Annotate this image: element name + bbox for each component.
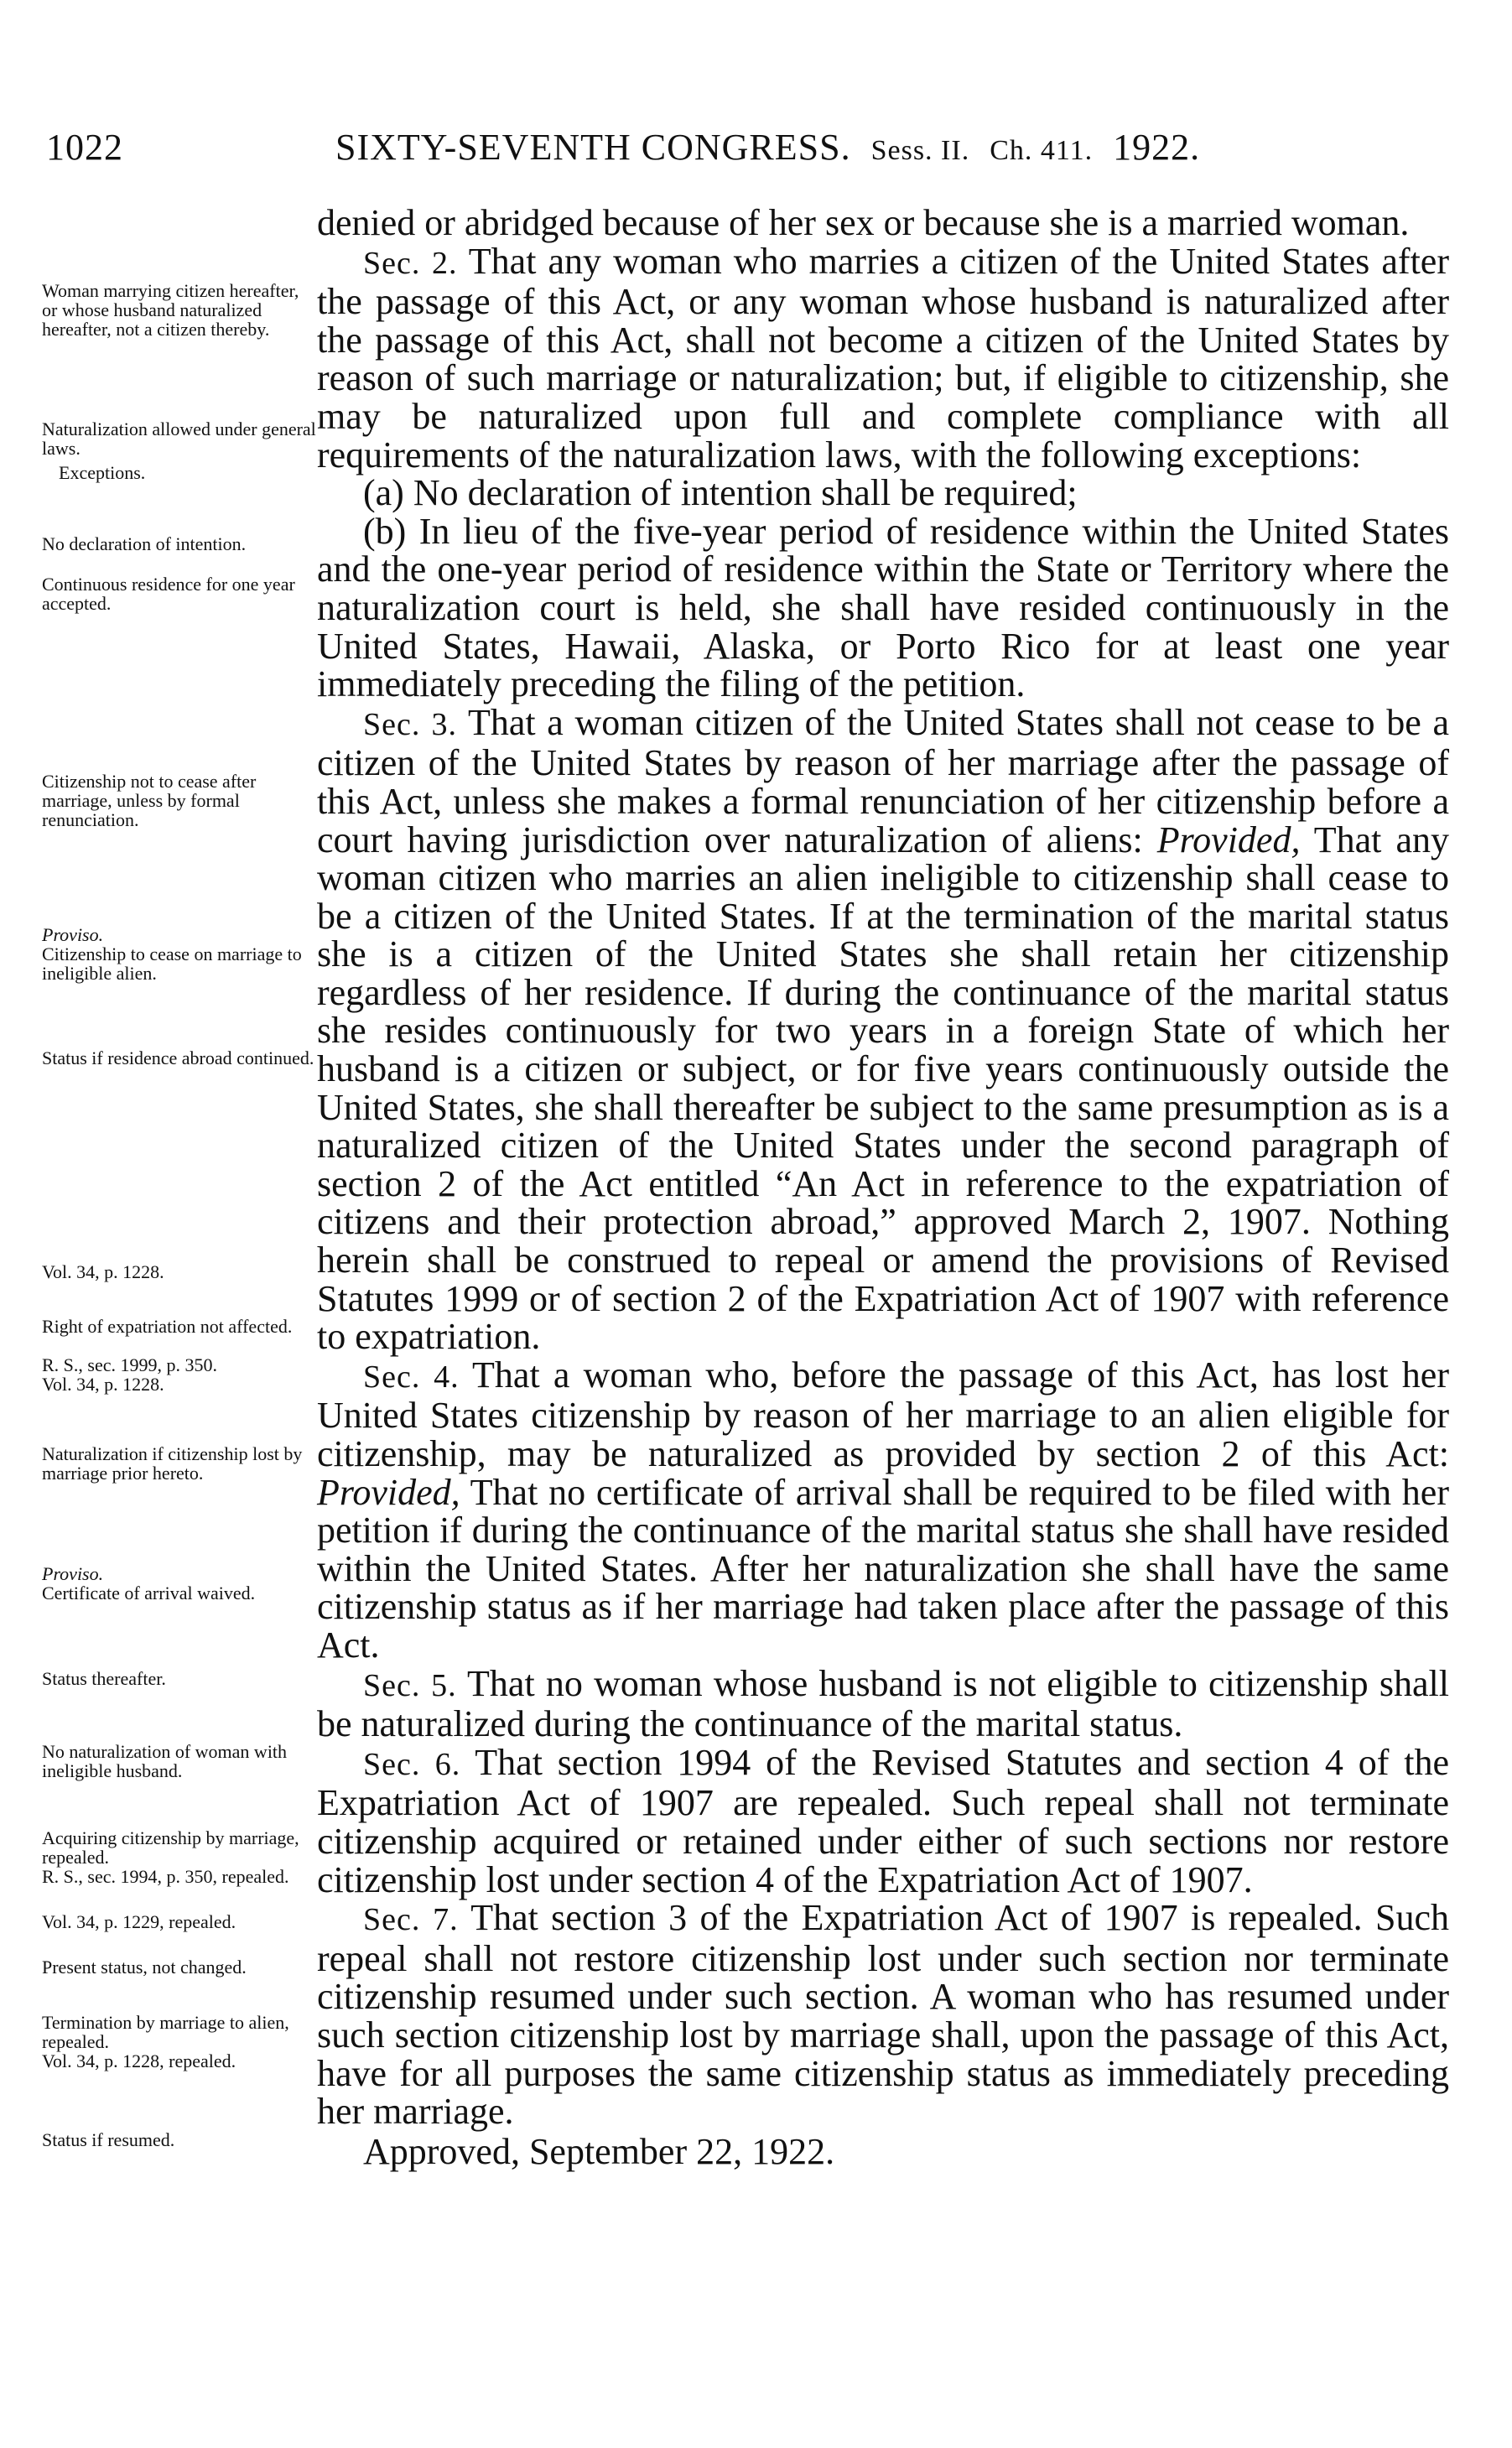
section-2-text: That any woman who marries a citizen of the United States after the passage of this Act, or any woman whose husband is naturalized after the passage of this Act, shall not become a citizen of the United States by reason of such marriage or naturalization; but, if eligible to citizenship, she may be naturalized upon full and complete compliance with all requirements of the naturalization laws, with the following exceptions: <box>317 240 1449 476</box>
section-4-text-b: That no certificate of arrival shall be required to be filed with her petition if during the continuance of the marital status she shall have resided within the United States. After her naturalization she shall have the same citizenship status as if her marriage had taken place after the passage of this Act. <box>317 1471 1449 1666</box>
section-3-label: Sec. 3. <box>363 706 458 742</box>
section-4 <box>317 1356 1449 1665</box>
margin-note-vol34-1228-c: Vol. 34, p. 1228, repealed. <box>42 2050 236 2071</box>
margin-note-certificate-waived: Certificate of arrival waived. <box>42 1583 256 1603</box>
margin-note-citizenship-cease: Citizenship to cease on marriage to ineligible alien. <box>42 943 302 984</box>
margin-note-right-of-expatriation: Right of expatriation not affected. <box>42 1316 293 1337</box>
year-label: 1922. <box>1113 127 1201 168</box>
section-4-text-a: That a woman who, before the passage of this Act, has lost her United States citizenship by reason of her marriage to an alien eligible for citizenship, may be naturalized as provided by section 2 of this Act: <box>317 1354 1449 1474</box>
proviso-label: Proviso. <box>42 1563 104 1584</box>
margin-note-acquiring-citizenship: Acquiring citizenship by marriage, repealed. <box>42 1827 299 1868</box>
margin-note-proviso-2 <box>42 1564 319 1603</box>
section-3 <box>317 701 1449 1358</box>
section-3-text-b: That any woman citizen who marries an alien ineligible to citizenship shall cease to be a citizen of the United States. If at the termination of the marital status she is a citizen of the United States she shall retain her citizenship regardless of her residence. If during the continuance of the marital status she resides continuously for two years in a foreign State of which her husband is a citizen or subject, or for five years continuously outside the United States, she shall thereafter be subject to the same presumption as is a naturalized citizen of the United States under the second paragraph of section 2 of the Act entitled “An Act in reference to the expatriation of citizens and their protection abroad,” approved March 2, 1907. Nothing herein shall be construed to repeal or amend the provisions of Revised Statutes 1999 or of section 2 of the Expatriation Act of 1907 with reference to expatriation. <box>317 819 1449 1358</box>
section-7 <box>317 1899 1449 2131</box>
margin-note-vol34-1229: Vol. 34, p. 1229, repealed. <box>42 1911 236 1932</box>
section-5 <box>317 1662 1449 1745</box>
margin-note-naturalization-allowed: Naturalization allowed under general laws. <box>42 418 316 459</box>
congress-title: SIXTY-SEVENTH CONGRESS. <box>335 127 851 168</box>
section-3-provided: Provided, <box>1156 819 1301 860</box>
margin-note-woman-marrying: Woman marrying citizen hereafter, or whose husband naturalized hereafter, not a citizen thereby. <box>42 280 299 340</box>
margin-note-rs-1999: R. S., sec. 1999, p. 350. <box>42 1354 217 1375</box>
section-6-text: That section 1994 of the Revised Statutes and section 4 of the Expatriation Act of 1907 are repealed. Such repeal shall not terminate citizenship acquired or retained under either of such sections nor restore citizenship lost under section 4 of the Expatriation Act of 1907. <box>317 1741 1449 1900</box>
section-6 <box>317 1741 1449 1900</box>
margin-note-exceptions: Exceptions. <box>59 462 146 483</box>
page-number: 1022 <box>46 127 123 168</box>
margin-note-vol34-1228-b: Vol. 34, p. 1228. <box>42 1374 164 1395</box>
section-2-label: Sec. 2. <box>363 245 458 281</box>
running-head <box>335 126 1200 169</box>
margin-note-no-naturalization: No naturalization of woman with ineligible husband. <box>42 1741 288 1781</box>
margin-note-proviso-1 <box>42 925 319 983</box>
section-4-provided: Provided, <box>317 1471 460 1513</box>
margin-note-termination: Termination by marriage to alien, repealed. <box>42 2012 289 2052</box>
approval-line: Approved, September 22, 1922. <box>363 2130 835 2172</box>
margin-note-residence-abroad: Status if residence abroad continued. <box>42 1047 314 1068</box>
section-7-label: Sec. 7. <box>363 1902 459 1938</box>
margin-note-no-declaration: No declaration of intention. <box>42 533 247 554</box>
section-2 <box>317 242 1449 475</box>
proviso-label: Proviso. <box>42 924 104 945</box>
section-2-item-a: (a) No declaration of intention shall be required; <box>363 472 1078 514</box>
margin-note-citizenship-not-cease: Citizenship not to cease after marriage, unless by formal renunciation. <box>42 771 257 830</box>
section-6-label: Sec. 6. <box>363 1746 461 1782</box>
margin-note-vol34-1228: Vol. 34, p. 1228. <box>42 1261 164 1282</box>
section-4-label: Sec. 4. <box>363 1359 460 1395</box>
section-7-text: That section 3 of the Expatriation Act of 1907 is repealed. Such repeal shall not restore citizenship lost under such section nor terminate citizenship resumed under such section. A woman who has resumed under such section citizenship lost by marriage shall, upon the passage of this Act, have for all purposes the same citizenship status as immediately preceding her marriage. <box>317 1897 1449 2133</box>
section-5-label: Sec. 5. <box>363 1667 457 1703</box>
margin-note-status-thereafter: Status thereafter. <box>42 1668 166 1689</box>
margin-note-rs-1994: R. S., sec. 1994, p. 350, repealed. <box>42 1866 289 1887</box>
statute-body <box>317 204 1449 2170</box>
section-2-item-b: (b) In lieu of the five-year period of residence within the United States and the one-year period of residence within the State or Territory where the naturalization court is held, she shall have resided continuously in the United States, Hawaii, Alaska, or Porto Rico for at least one year immediately preceding the filing of the petition. <box>317 510 1449 705</box>
margin-note-present-status: Present status, not changed. <box>42 1957 247 1978</box>
section-5-text: That no woman whose husband is not eligible to citizenship shall be naturalized during the continuance of the marital status. <box>317 1662 1449 1745</box>
session-label: Sess. II. <box>870 135 970 166</box>
continuation-paragraph: denied or abridged because of her sex or because she is a married woman. <box>317 202 1410 243</box>
margin-note-status-if-resumed: Status if resumed. <box>42 2129 175 2150</box>
section-3-text-a: That a woman citizen of the United States shall not cease to be a citizen of the United States by reason of her marriage after the passage of this Act, unless she makes a formal renunciation of her citizenship before a court having jurisdiction over naturalization of aliens: <box>317 701 1449 860</box>
margin-note-naturalization-lost: Naturalization if citizenship lost by marriage prior hereto. <box>42 1443 303 1484</box>
page-header <box>46 126 1421 176</box>
margin-note-continuous-residence: Continuous residence for one year accepted. <box>42 574 295 614</box>
chapter-label: Ch. 411. <box>990 135 1094 166</box>
